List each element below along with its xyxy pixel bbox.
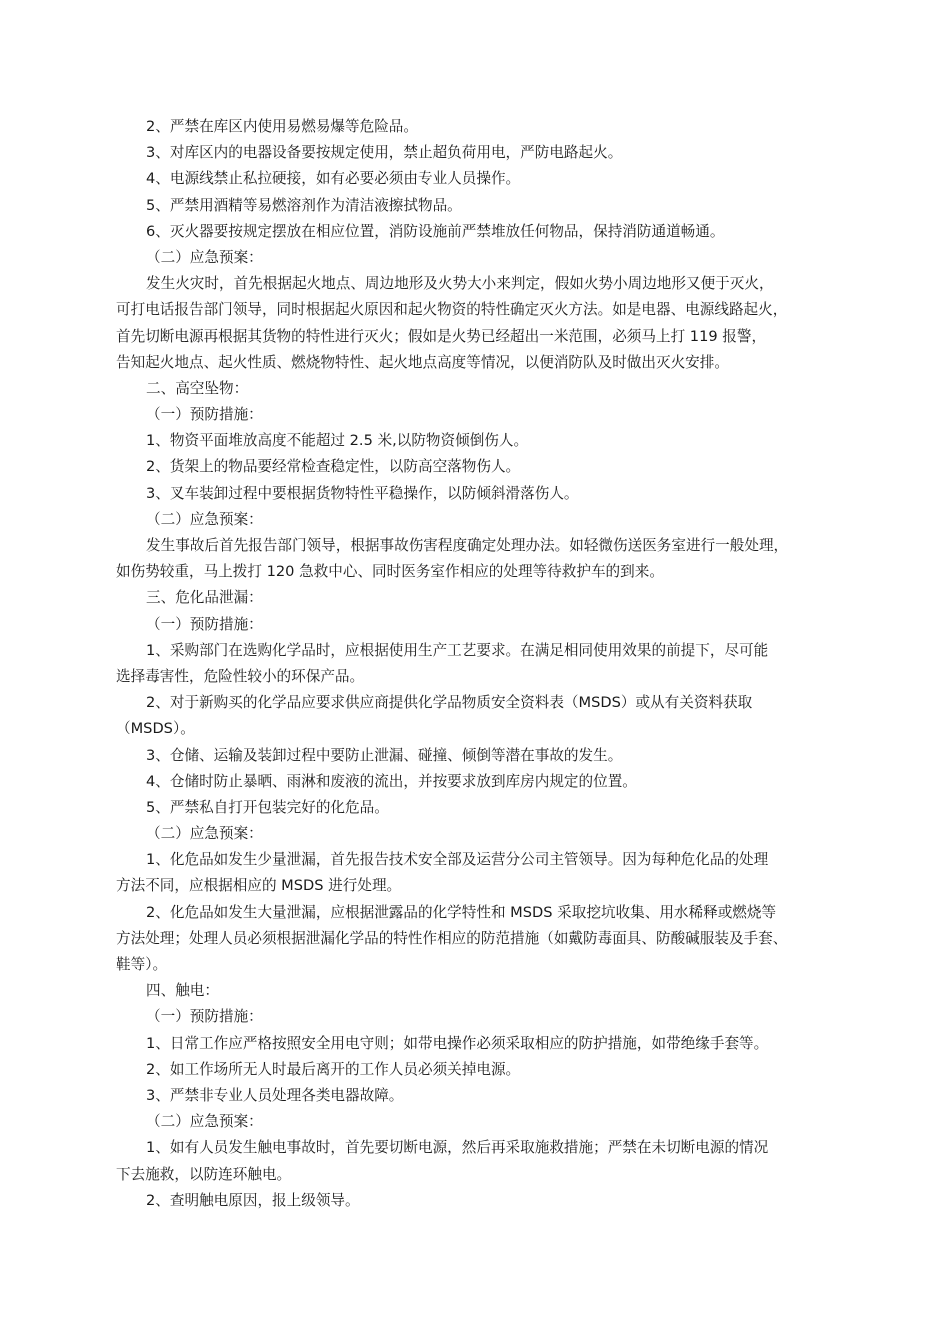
- text-line: 2、严禁在库区内使用易燃易爆等危险品。: [146, 118, 418, 135]
- text-line: 2、如工作场所无人时最后离开的工作人员必须关掉电源。: [146, 1060, 521, 1078]
- text-line: 发生事故后首先报告部门领导，根据事故伤害程度确定处理办法。如轻微伤送医务室进行一般处理，: [146, 537, 789, 554]
- text-line: 1、如有人员发生触电事故时，首先要切断电源，然后再采取施救措施；严禁在未切断电源的情况: [146, 1139, 769, 1157]
- text-line: 如伤势较重，马上拨打 120 急救中心、同时医务室作相应的处理等待救护车的到来。: [116, 563, 664, 581]
- text-line: 5、严禁私自打开包装完好的化危品。: [146, 798, 389, 816]
- text-line: 3、仓储、运输及装卸过程中要防止泄漏、碰撞、倾倒等潜在事故的发生。: [146, 746, 623, 764]
- text-line: 首先切断电源再根据其货物的特性进行灭火；假如是火势已经超出一米范围，必须马上打 119 报警，: [116, 327, 767, 345]
- text-line: 方法不同，应根据相应的 MSDS 进行处理。: [116, 877, 402, 895]
- text-line: 方法处理；处理人员必须根据泄漏化学品的特性作相应的防范措施（如戴防毒面具、防酸碱服装及手套、: [116, 929, 788, 947]
- text-line: （二）应急预案：: [146, 248, 263, 266]
- text-line: 3、叉车装卸过程中要根据货物特性平稳操作，以防倾斜滑落伤人。: [146, 484, 579, 502]
- text-line: 6、灭火器要按规定摆放在相应位置，消防设施前严禁堆放任何物品，保持消防通道畅通。: [146, 222, 725, 240]
- text-line: 1、采购部门在选购化学品时，应根据使用生产工艺要求。在满足相同使用效果的前提下，尽可能: [146, 641, 769, 659]
- text-line: 三、危化品泄漏：: [146, 589, 263, 607]
- text-line: 1、日常工作应严格按照安全用电守则；如带电操作必须采取相应的防护措施，如带绝缘手套等。: [146, 1034, 769, 1052]
- text-line: 2、货架上的物品要经常检查稳定性，以防高空落物伤人。: [146, 458, 521, 476]
- text-line: 5、严禁用酒精等易燃溶剂作为清洁液擦拭物品。: [146, 196, 462, 214]
- text-line: 2、化危品如发生大量泄漏，应根据泄露品的化学特性和 MSDS 采取挖坑收集、用水稀释或燃烧等: [146, 903, 777, 921]
- text-line: 选择毒害性，危险性较小的环保产品。: [116, 667, 365, 685]
- text-line: 告知起火地点、起火性质、燃烧物特性、起火地点高度等情况，以便消防队及时做出灭火安排。: [116, 353, 729, 371]
- text-line: 3、对库区内的电器设备要按规定使用，禁止超负荷用电，严防电路起火。: [146, 144, 623, 162]
- text-line: 二、高空坠物：: [146, 379, 249, 397]
- text-line: （二）应急预案：: [146, 825, 263, 843]
- text-line: 发生火灾时，首先根据起火地点、周边地形及火势大小来判定，假如火势小周边地形又便于灭火，: [146, 275, 774, 293]
- text-line: 2、对于新购买的化学品应要求供应商提供化学品物质安全资料表（MSDS）或从有关资料获取: [146, 694, 753, 712]
- text-line: 可打电话报告部门领导，同时根据起火原因和起火物资的特性确定灭火方法。如是电器、电源线路起火，: [116, 301, 788, 319]
- text-line: （一）预防措施：: [146, 615, 263, 633]
- text-line: 四、触电：: [146, 982, 219, 1000]
- text-line: （二）应急预案：: [146, 1113, 263, 1131]
- text-line: 2、查明触电原因，报上级领导。: [146, 1191, 360, 1209]
- text-line: 鞋等）。: [116, 956, 168, 973]
- text-line: 4、电源线禁止私拉硬接，如有必要必须由专业人员操作。: [146, 170, 521, 188]
- text-line: （一）预防措施：: [146, 1008, 263, 1026]
- text-line: 1、化危品如发生少量泄漏，首先报告技术安全部及运营分公司主管领导。因为每种危化品的处理: [146, 851, 769, 869]
- text-line: （二）应急预案：: [146, 510, 263, 528]
- document-page: [116, 114, 852, 1214]
- text-line: （一）预防措施：: [146, 406, 263, 424]
- text-line: 下去施救，以防连环触电。: [116, 1165, 292, 1183]
- text-line: 4、仓储时防止暴晒、雨淋和废液的流出，并按要求放到库房内规定的位置。: [146, 772, 637, 790]
- text-line: （MSDS）。: [116, 720, 195, 738]
- text-line: 3、严禁非专业人员处理各类电器故障。: [146, 1086, 404, 1104]
- text-line: 1、物资平面堆放高度不能超过 2.5 米,以防物资倾倒伤人。: [146, 432, 529, 450]
